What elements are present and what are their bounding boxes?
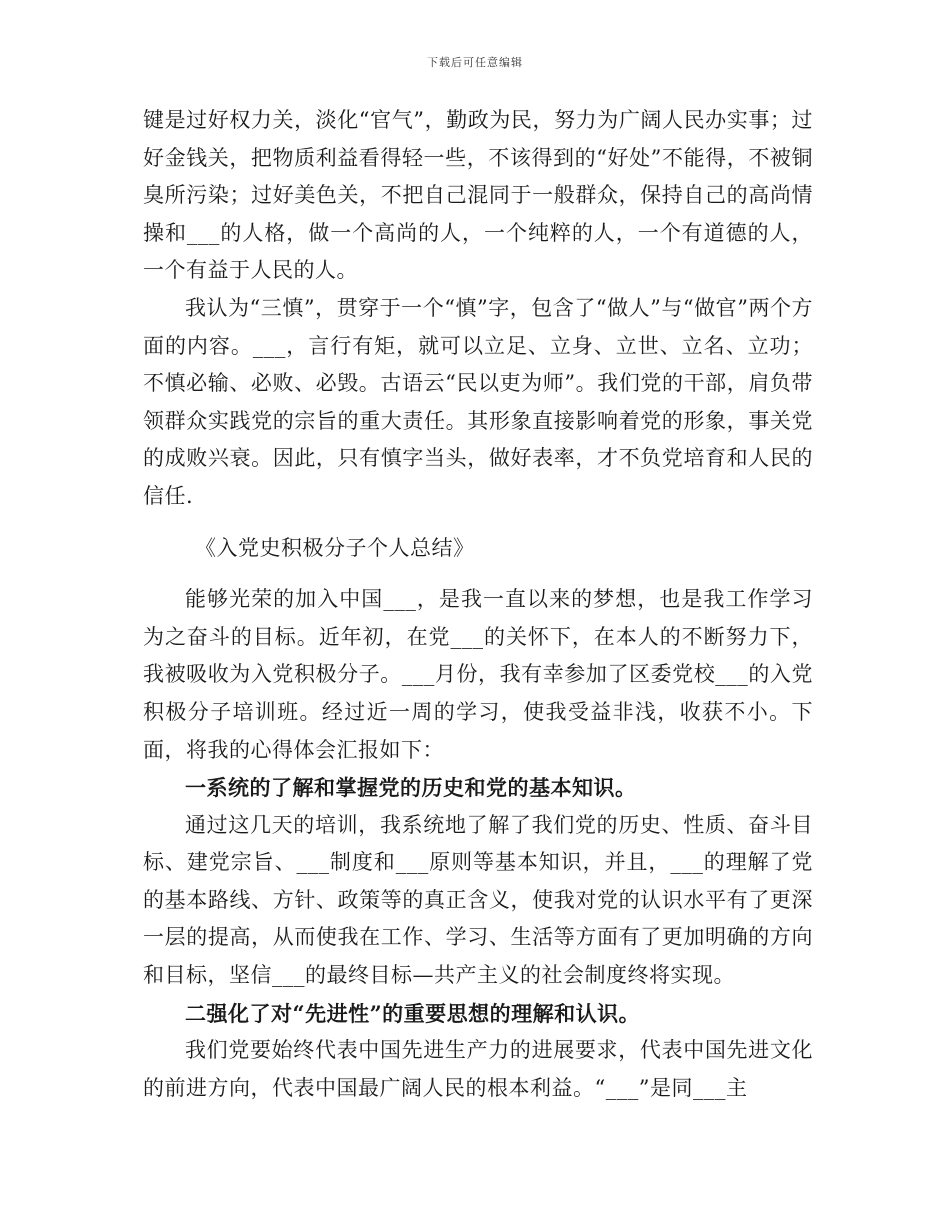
paragraph-advanced: 我们党要始终代表中国先进生产力的进展要求，代表中国先进文化的前进方向，代表中国最广阔人民的根本利益。“___”是同___主 [143, 1038, 813, 1100]
heading-two: 二强化了对“先进性”的重要思想的理解和认识。 [185, 1000, 641, 1026]
paragraph-history: 通过这几天的培训，我系统地了解了我们党的历史、性质、奋斗目标、建党宗旨、___制度和___原则等基本知识，并且，___的理解了党的基本路线、方针、政策等的真正含义，使我对党的认识水平有了更深一层的提高，从而使我在工作、学习、生活等方面有了更加明确的方向和目标，坚信___的最终目标—共产主义的社会制度终将实现。 [143, 812, 813, 988]
document-body [143, 102, 813, 1107]
section-title: 《入党史积极分子个人总结》 [195, 535, 475, 560]
paragraph-three-cautions: 我认为“三慎”，贯穿于一个“慎”字，包含了“做人”与“做官”两个方面的内容。___，言行有矩，就可以立足、立身、立世、立名、立功；不慎必输、必败、必毁。古语云“民以吏为师”。我们党的干部，肩负带领群众实践党的宗旨的重大责任。其形象直接影响着党的形象，事关党的成败兴衰。因此，只有慎字当头，做好表率，才不负党培育和人民的信任. [143, 295, 813, 508]
paragraph-continuation: 键是过好权力关，淡化“官气”，勤政为民，努力为广阔人民办实事；过好金钱关，把物质利益看得轻一些，不该得到的“好处”不能得，不被铜臭所污染；过好美色关，不把自己混同于一般群众，保持自己的高尚情操和___的人格，做一个高尚的人，一个纯粹的人，一个有道德的人，一个有益于人民的人。 [143, 108, 813, 283]
page-header: 下载后可任意编辑 [427, 56, 523, 69]
paragraph-intro: 能够光荣的加入中国___，是我一直以来的梦想，也是我工作学习为之奋斗的目标。近年初，在党___的关怀下，在本人的不断努力下，我被吸收为入党积极分子。___月份，我有幸参加了区委党校___的入党积极分子培训班。经过近一周的学习，使我受益非浅，收获不小。下面，将我的心得体会汇报如下： [143, 587, 813, 762]
heading-one: 一系统的了解和掌握党的历史和党的基本知识。 [185, 775, 637, 801]
